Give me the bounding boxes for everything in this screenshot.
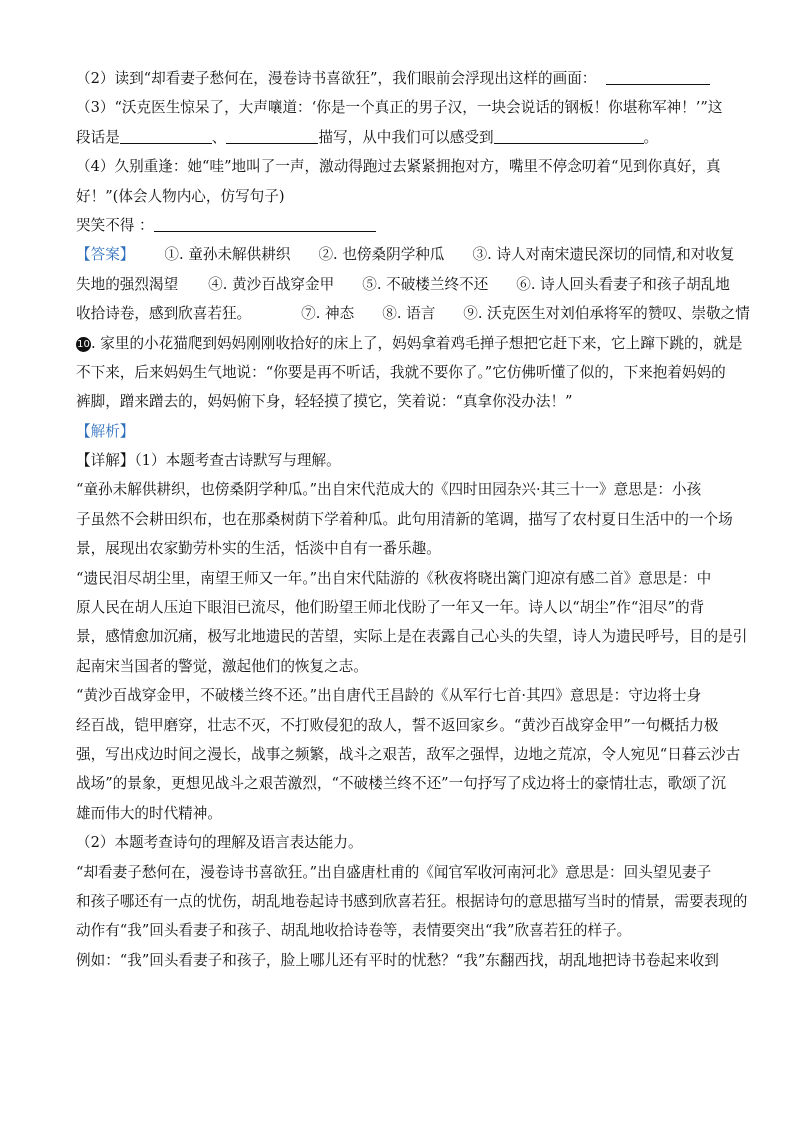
answer-item: 沃克医生对刘伯承将军的赞叹、崇敬之情 <box>487 305 750 323</box>
analysis-line <box>76 446 726 475</box>
answer-line-3 <box>76 299 750 328</box>
detail-tag: 【详解】 <box>76 452 135 470</box>
analysis-line <box>76 828 726 857</box>
answer-text: 裤脚，蹭来蹭去的，妈妈俯下身，轻轻摸了摸它，笑着说：“真拿你没办法！” <box>76 393 573 411</box>
question-3-line-1 <box>76 93 726 122</box>
question-4-line-3 <box>76 211 726 240</box>
analysis-text: 动作有“我”回头看妻子和孩子、胡乱地收拾诗卷等，表情要突出“我”欣喜若狂的样子。 <box>76 922 632 940</box>
answer-item: 也傍桑阴学种瓜 <box>342 246 445 264</box>
analysis-text: 战场”的景象，更想见战斗之艰苦激烈，“不破楼兰终不还”一句抒写了戍边将士的豪情壮志，歌颂了沉 <box>76 775 726 793</box>
document-content <box>76 64 750 975</box>
analysis-text: 景，感情愈加沉痛，极写北地遗民的苦望，实际上是在表露自己心头的失望，诗人为遗民呼号，目的是引 <box>76 628 748 646</box>
answer-item: 诗人对南宋遗民深切的同情,和对收复 <box>496 246 735 264</box>
analysis-line <box>76 887 748 916</box>
analysis-line <box>76 681 726 710</box>
answer-line-2 <box>76 270 730 299</box>
answer-line-6 <box>76 387 726 416</box>
analysis-text: 景，展现出农家勤劳朴实的生活，恬淡中自有一番乐趣。 <box>76 540 441 558</box>
circled-number-10-icon: 10 <box>77 338 90 350</box>
analysis-text: 强，写出戍边时间之漫长，战事之频繁，战斗之艰苦，敌军之强悍，边地之荒凉，令人宛见“日暮云沙古 <box>76 745 741 763</box>
question-2 <box>76 64 726 93</box>
analysis-line <box>76 946 726 975</box>
answer-item: 失地的强烈渴望 <box>76 275 179 293</box>
item-mark: ①. <box>164 246 184 264</box>
analysis-line <box>76 593 726 622</box>
answer-item: 诗人回头看妻子和孩子胡乱地 <box>540 275 730 293</box>
analysis-text: 起南宋当国者的警觉，激起他们的恢复之志。 <box>76 657 368 675</box>
answer-blank[interactable] <box>154 213 376 232</box>
answer-item: 收拾诗卷，感到欣喜若狂。 <box>76 305 252 323</box>
analysis-line <box>76 475 726 504</box>
analysis-text: “黄沙百战穿金甲，不破楼兰终不还。”出自唐代王昌龄的《从军行七首·其四》意思是：守边将士身 <box>76 687 702 705</box>
analysis-header <box>76 417 726 446</box>
answer-item: 不破楼兰终不还 <box>386 275 489 293</box>
question-3-text: 描写，从中我们可以感受到 <box>318 128 494 146</box>
question-4-text: （4）久别重逢：她“哇”地叫了一声，激动得跑过去紧紧拥抱对方，嘴里不停念叨着“见到你真好，真 <box>76 158 721 176</box>
answer-item: . 家里的小花猫爬到妈妈刚刚收拾好的床上了，妈妈拿着鸡毛掸子想把它赶下来，它上蹿下跳的，就是 <box>91 334 743 352</box>
analysis-line <box>76 652 726 681</box>
item-mark: ②. <box>318 246 338 264</box>
question-3-line-2 <box>76 123 726 152</box>
analysis-line <box>76 740 741 769</box>
analysis-line <box>76 564 726 593</box>
answer-blank[interactable] <box>494 125 644 144</box>
question-2-text: （2）读到“却看妻子愁何在，漫卷诗书喜欲狂”，我们眼前会浮现出这样的画面： <box>76 70 597 87</box>
analysis-line <box>76 622 748 651</box>
analysis-text: （1）本题考查古诗默写与理解。 <box>134 452 341 470</box>
analysis-line <box>76 711 726 740</box>
analysis-text: 经百战，铠甲磨穿，壮志不灭，不打败侵犯的敌人，誓不返回家乡。“黄沙百战穿金甲”一句概括力极 <box>76 716 719 734</box>
analysis-text: 雄而伟大的时代精神。 <box>76 804 222 822</box>
question-3-text: 段话是 <box>76 128 120 146</box>
analysis-line <box>76 505 733 534</box>
answer-item: 黄沙百战穿金甲 <box>232 275 335 293</box>
item-mark: ⑧. <box>382 305 402 323</box>
item-mark: ⑦. <box>301 305 321 323</box>
analysis-text: “遗民泪尽胡尘里，南望王师又一年。”出自宋代陆游的《秋夜将晓出篱门迎凉有感二首》意思是：中 <box>76 569 712 587</box>
question-4-line-1 <box>76 152 726 181</box>
analysis-line <box>76 534 726 563</box>
answer-item: 神态 <box>325 305 355 323</box>
answer-blank[interactable] <box>606 66 710 85</box>
answer-tag: 【答案】 <box>76 246 135 264</box>
analysis-text: （2）本题考查诗句的理解及语言表达能力。 <box>76 834 363 852</box>
analysis-tag: 【解析】 <box>76 422 135 440</box>
answer-line-1 <box>76 240 735 269</box>
answer-blank[interactable] <box>226 125 318 144</box>
analysis-line <box>76 858 726 887</box>
answer-line-5 <box>76 358 726 387</box>
question-3-text: 、 <box>211 128 227 146</box>
question-3-text: （3）“沃克医生惊呆了，大声嚷道：‘你是一个真正的男子汉，一块会说话的钢板！你堪称军神！’”这 <box>76 99 723 117</box>
analysis-text: 原人民在胡人压迫下眼泪已流尽，他们盼望王师北伐盼了一年又一年。诗人以“胡尘”作“泪尽”的背 <box>76 599 705 617</box>
item-mark: ④. <box>208 275 228 293</box>
analysis-text: 子虽然不会耕田织布，也在那桑树荫下学着种瓜。此句用清新的笔调，描写了农村夏日生活中的一个场 <box>76 510 733 528</box>
analysis-line <box>76 769 726 798</box>
answer-text: 不下来，后来妈妈生气地说：“你要是再不听话，我就不要你了。”它仿佛听懂了似的，下来抱着妈妈的 <box>76 363 726 381</box>
item-mark: ⑨. <box>463 305 483 323</box>
analysis-text: “却看妻子愁何在，漫卷诗书喜欲狂。”出自盛唐杜甫的《闻官军收河南河北》意思是：回头望见妻子 <box>76 863 712 881</box>
analysis-text: “童孙未解供耕织，也傍桑阴学种瓜。”出自宋代范成大的《四时田园杂兴·其三十一》意思是：小孩 <box>76 481 702 499</box>
answer-blank[interactable] <box>120 125 212 144</box>
analysis-text: 和孩子哪还有一点的忧伤，胡乱地卷起诗书感到欣喜若狂。根据诗句的意思描写当时的情景，需要表现的 <box>76 892 748 910</box>
question-3-text: 。 <box>643 128 659 146</box>
analysis-text: 例如：“我”回头看妻子和孩子，脸上哪儿还有平时的忧愁？“我”东翻西找，胡乱地把诗书卷起来收到 <box>76 951 719 969</box>
item-mark: ⑥. <box>516 275 536 293</box>
question-4-line-2 <box>76 182 726 211</box>
question-4-text: 好！”(体会人物内心，仿写句子) <box>76 187 285 205</box>
answer-line-4 <box>76 329 743 358</box>
answer-item: 童孙未解供耕织 <box>188 246 291 264</box>
item-mark: ⑤. <box>362 275 382 293</box>
answer-item: 语言 <box>406 305 436 323</box>
question-4-text: 哭笑不得 ： <box>76 216 154 234</box>
item-mark: ③. <box>472 246 492 264</box>
analysis-line <box>76 916 726 945</box>
analysis-line <box>76 799 726 828</box>
